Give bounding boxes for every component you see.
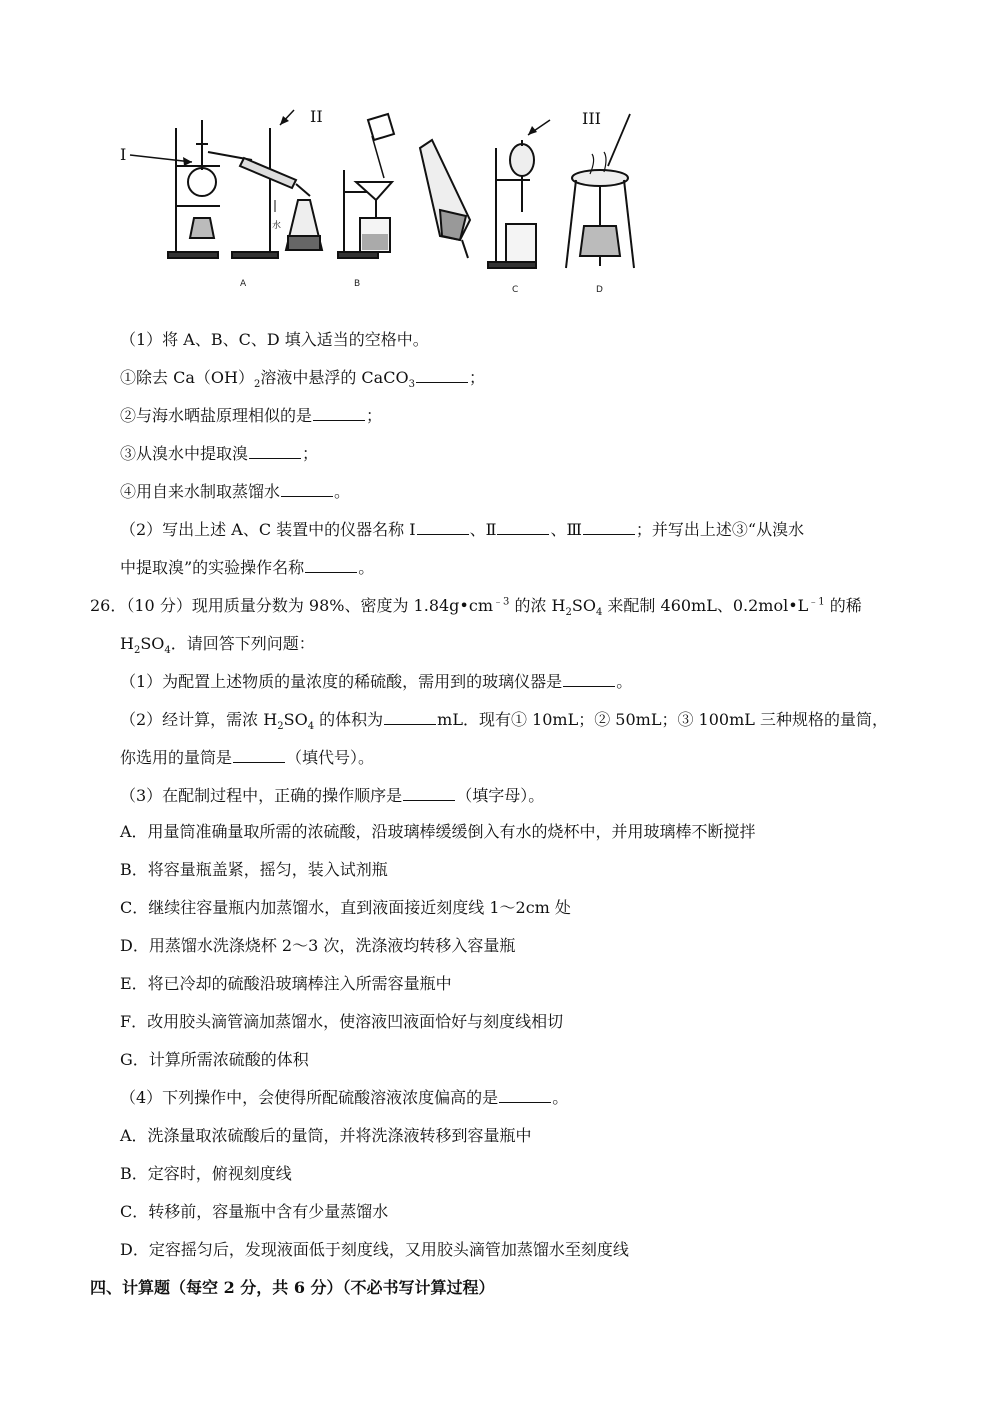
label-III: III — [582, 109, 601, 128]
label-water: 水 — [272, 221, 282, 231]
section4-title: 四、计算题（每空 2 分，共 6 分）（不必书写计算过程） — [90, 1278, 495, 1297]
q26-option3-d: D．用蒸馏水洗涤烧杯 2～3 次，洗涤液均转移入容量瓶 — [120, 936, 516, 955]
q26-option3-g: G．计算所需浓硫酸的体积 — [120, 1050, 309, 1069]
q26-option4-c: C．转移前，容量瓶中含有少量蒸馏水 — [120, 1202, 389, 1221]
q26-part4: （4）下列操作中，会使得所配硫酸溶液浓度偏高的是 。 — [120, 1088, 569, 1107]
answer-blank[interactable] — [563, 672, 615, 687]
answer-blank[interactable] — [384, 710, 436, 725]
q26-option4-a: A．洗涤量取浓硫酸后的量筒，并将洗涤液转移到容量瓶中 — [120, 1126, 532, 1145]
q26-part2: （2）经计算，需浓 $H_2SO_4$ 的体积为 mL．现有① 10mL；② 50mL；③ 100mL 三种规格的量筒， — [120, 710, 888, 733]
q25-item2: ②与海水晒盐原理相似的是 ； — [120, 406, 383, 425]
answer-blank[interactable] — [583, 520, 635, 535]
q26-stem: 26．（10 分）现用质量分数为 98%、密度为 $1.84g•cm^{﹣3}$ 的浓 $H_2SO_4$ 来配制 460mL、$0.2mol•L^{﹣1}$ 的稀 — [90, 596, 862, 619]
q25-item3: ③从溴水中提取溴 ； — [120, 444, 319, 463]
q26-option3-e: E．将已冷却的硫酸沿玻璃棒注入所需容量瓶中 — [120, 974, 452, 993]
answer-blank[interactable] — [305, 558, 357, 573]
answer-blank[interactable] — [497, 520, 549, 535]
answer-blank[interactable] — [249, 444, 301, 459]
q26-option3-a: A．用量筒准确量取所需的浓硫酸，沿玻璃棒缓缓倒入有水的烧杯中，并用玻璃棒不断搅拌 — [120, 822, 756, 841]
answer-blank[interactable] — [403, 786, 455, 801]
label-B: B — [354, 279, 361, 289]
label-C: C — [512, 285, 519, 295]
q26-option3-b: B．将容量瓶盖紧，摇匀，装入试剂瓶 — [120, 860, 388, 879]
answer-blank[interactable] — [499, 1088, 551, 1103]
q26-part3: （3）在配制过程中，正确的操作顺序是 （填字母）。 — [120, 786, 545, 805]
label-I: I — [120, 145, 127, 164]
answer-blank[interactable] — [313, 406, 365, 421]
apparatus-figure — [110, 100, 650, 300]
question-number: 26． — [90, 596, 127, 615]
apparatus-diagram — [110, 100, 650, 300]
q26-option3-c: C．继续往容量瓶内加蒸馏水，直到液面接近刻度线 1～2cm 处 — [120, 898, 571, 917]
q26-option4-b: B．定容时，俯视刻度线 — [120, 1164, 292, 1183]
q25-item4: ④用自来水制取蒸馏水 。 — [120, 482, 351, 501]
q26-option3-f: F．改用胶头滴管滴加蒸馏水，使溶液凹液面恰好与刻度线相切 — [120, 1012, 564, 1031]
q26-option4-d: D．定容摇匀后，发现液面低于刻度线，又用胶头滴管加蒸馏水至刻度线 — [120, 1240, 629, 1259]
answer-blank[interactable] — [281, 482, 333, 497]
q26-part2-line2: 你选用的量筒是 （填代号）。 — [120, 748, 375, 767]
q25-part2-line2: 中提取溴”的实验操作名称 。 — [120, 558, 375, 577]
q25-part1-intro: （1）将 A、B、C、D 填入适当的空格中。 — [120, 330, 429, 349]
q25-part2: （2）写出上述 A、C 装置中的仪器名称 Ⅰ 、Ⅱ 、Ⅲ ；并写出上述③“从溴水 — [120, 520, 805, 539]
label-D: D — [596, 285, 603, 295]
label-II: II — [310, 107, 323, 126]
answer-blank[interactable] — [416, 368, 468, 383]
q26-part1: （1）为配置上述物质的量浓度的稀硫酸，需用到的玻璃仪器是 。 — [120, 672, 633, 691]
answer-blank[interactable] — [233, 748, 285, 763]
label-A: A — [240, 279, 247, 289]
q26-stem-line2: $H_2SO_4$．请回答下列问题： — [120, 634, 315, 657]
q25-item1: ①除去 $Ca(OH)_2$溶液中悬浮的 CaCO$_3$ ； — [120, 368, 485, 391]
answer-blank[interactable] — [417, 520, 469, 535]
